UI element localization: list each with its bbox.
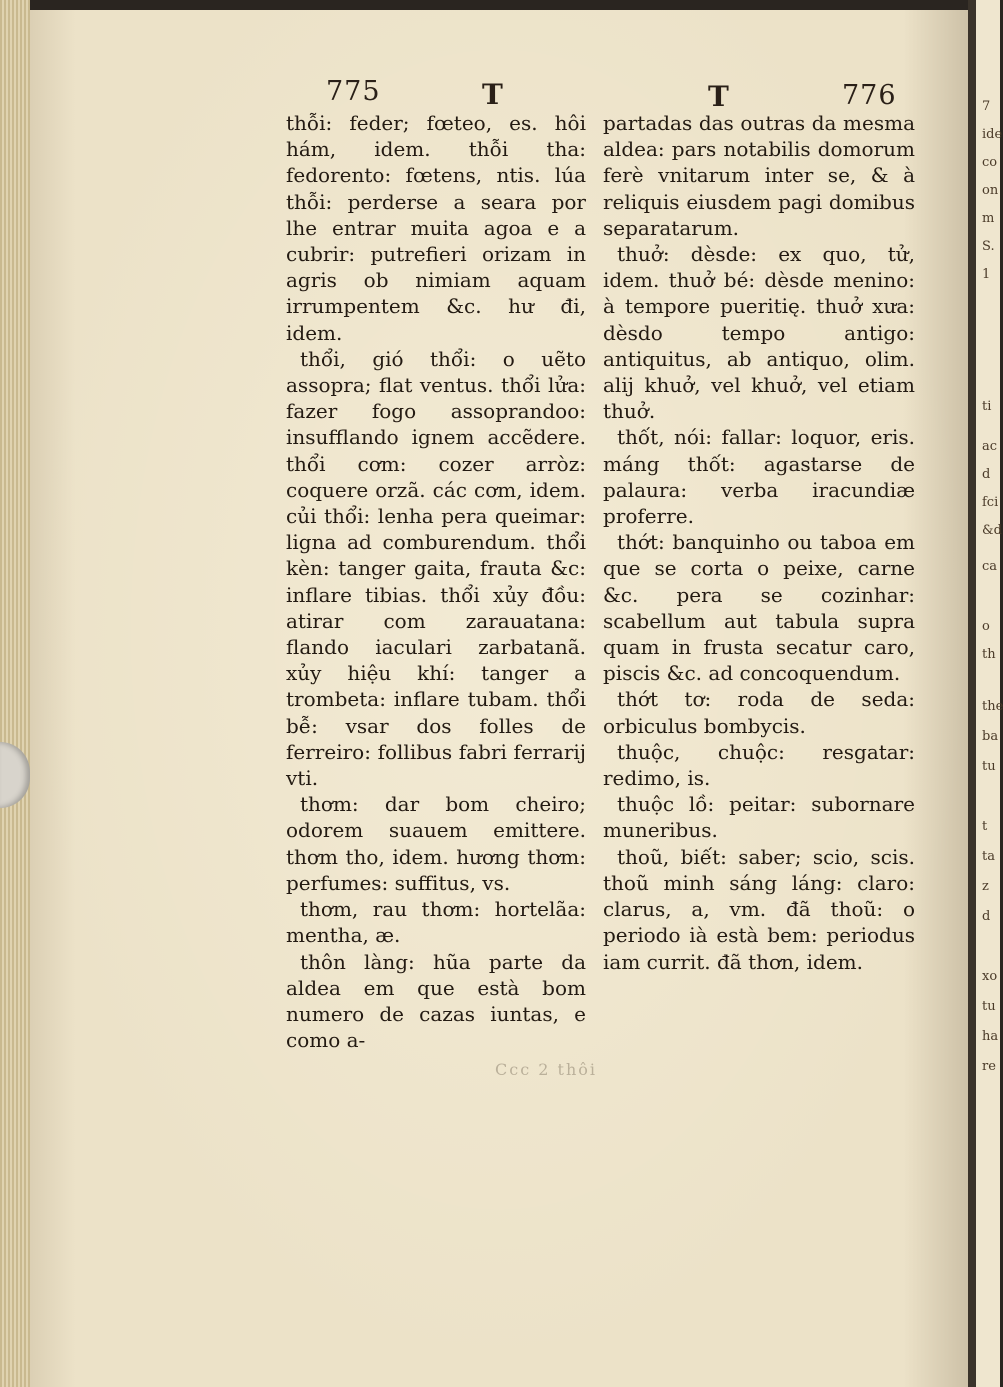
left-page-edges: [0, 0, 30, 1387]
entry-rau-thom: thơm, rau thơm: hortelãa: mentha, æ.: [286, 897, 586, 948]
next-page-bleed: 7 ide co on m S. 1 ti ac d fci &d ca o th the ba tu t ta z d xo tu ha re: [982, 99, 1003, 1074]
left-column: [286, 110, 586, 1053]
entry-thuoc-lo: thuộc lồ: peitar: subornare muneribus.: [603, 792, 915, 843]
entry-thot-banquinho: thớt: banquinho ou taboa em que se corta o peixe, carne &c. pera se cozinhar: scabellum aut tabula supra quam in frusta secatur caro, piscis &c. ad concoquendum.: [603, 530, 915, 686]
right-header-letter: T: [708, 80, 729, 113]
entry-thuoc: thuộc, chuộc: resgatar: redimo, is.: [603, 739, 915, 791]
left-page-number: 775: [326, 76, 381, 107]
right-page-number: 776: [842, 80, 897, 111]
catchword: Ccc 2 thôi: [495, 1060, 597, 1079]
entry-continuation: partadas das outras da mesma aldea: pars notabilis domorum ferè vnitarum inter se, & à reliquis eiusdem pagi domibus separatarum.: [603, 111, 915, 240]
entry-thoi-feder: thỗi: feder; fœteo, es. hôi hám, idem. thỗi tha: fedorento: fœtens, ntis. lúa thỗi: perderse a seara por lhe entrar muita agoa e a cubrir: putrefieri orizam in agris ob nimiam aquam irrumpentem &c. hư đi, idem.: [286, 111, 586, 345]
left-header-letter: T: [482, 78, 503, 111]
entry-thoi-gio: thổi, gió thổi: o uẽto assopra; flat ventus. thổi lửa: fazer fogo assoprandoo: insufflando ignem accẽdere. thổi cơm: cozer arròz: coquere orzã. các cơm, idem. củi thổi: lenha pera queimar: ligna ad comburendum. thổi kèn: tanger gaita, frauta &c: inflare tibias. thổi xủy đồu: atirar com zarauatana: flando iaculari zarbatanã. xủy hiệu khí: tanger a trombeta: inflare tubam. thổi bễ: vsar dos folles de ferreiro: follibus fabri ferrarij vti.: [286, 346, 586, 791]
entry-thom: thơm: dar bom cheiro; odorem suauem emittere. thơm tho, idem. hương thơm: perfumes: suffitus, vs.: [286, 792, 586, 895]
entry-thot: thốt, nói: fallar: loquor, eris. máng thốt: agastarse de palaura: verba iracundiæ proferre.: [603, 425, 915, 529]
right-column: [603, 110, 915, 975]
entry-thot-to: thớt tơ: roda de seda: orbiculus bombycis.: [603, 687, 915, 738]
entry-thon-lang: thôn làng: hũa parte da aldea em que està bom numero de cazas iuntas, e como a-: [286, 949, 586, 1053]
entry-thuo: thuở: dèsde: ex quo, tử, idem. thuở bé: dèsde menino: à tempore pueritię. thuở xưa: dèsdo tempo antigo: antiquitus, ab antiquo, olim. alij khuở, vel khuở, vel etiam thuở.: [603, 242, 915, 424]
entry-thou-biet: thoũ, biết: saber; scio, scis. thoũ minh sáng láng: claro: clarus, a, vm. đã thoũ: o periodo ià està bem: periodus iam currit. đã thơn, idem.: [603, 844, 915, 974]
